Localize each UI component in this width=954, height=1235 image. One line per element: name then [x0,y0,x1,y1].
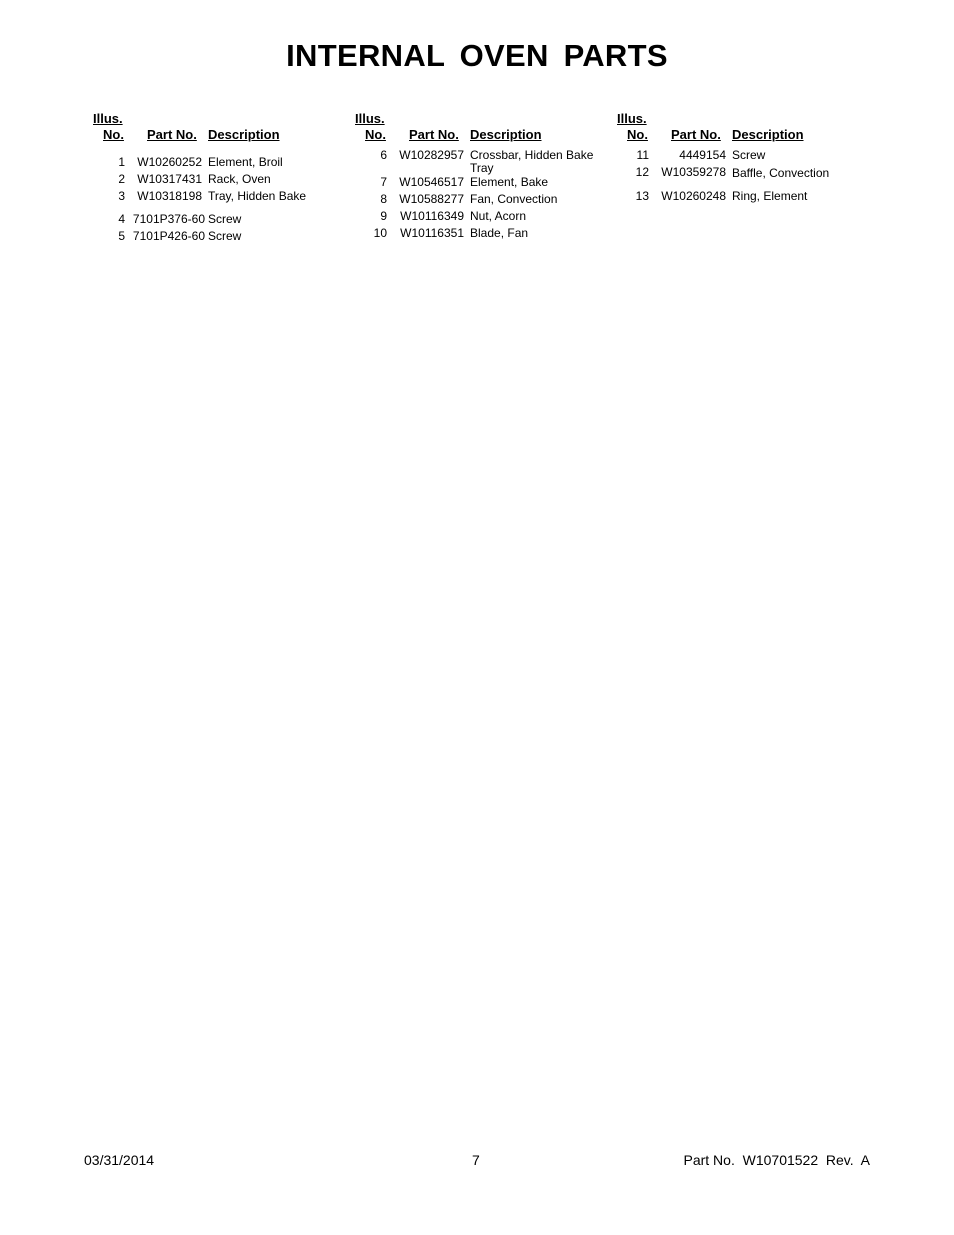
header-description: Description [732,127,804,142]
part-description: Screw [732,148,766,162]
part-description: Screw [208,229,242,243]
illus-number: 7 [380,175,387,189]
part-number: W10359278 [661,165,726,179]
part-number: 7101P376-60 [132,212,205,226]
header-description: Description [208,127,280,142]
illus-number: 10 [373,226,387,240]
header-part-no: Part No. [671,127,721,142]
part-number: W10282957 [399,148,464,162]
part-number: W10588277 [399,192,464,206]
header-part-no: Part No. [147,127,197,142]
header-no: No. [627,127,648,142]
header-illus: Illus. [617,111,647,126]
part-description: Element, Broil [208,155,283,169]
header-no: No. [103,127,124,142]
header-illus: Illus. [93,111,123,126]
part-number: W10116349 [400,209,464,223]
footer-page-number: 7 [472,1152,480,1168]
illus-number: 8 [380,192,387,206]
part-description: Ring, Element [732,189,808,203]
part-description-continued: Tray [470,161,494,175]
header-illus: Illus. [355,111,385,126]
illus-number: 4 [118,212,125,226]
part-description: Nut, Acorn [470,209,527,223]
illus-number: 6 [380,148,387,162]
illus-number: 2 [118,172,125,186]
header-description: Description [470,127,542,142]
page-title: INTERNAL OVEN PARTS [286,38,668,73]
part-description: Screw [208,212,242,226]
illus-number: 12 [635,165,649,179]
part-number: 4449154 [679,148,726,162]
part-description: Rack, Oven [208,172,271,186]
part-number: 7101P426-60 [132,229,205,243]
part-description: Baffle, Convection [732,166,830,180]
part-number: W10317431 [137,172,202,186]
illus-number: 3 [118,189,125,203]
illus-number: 1 [118,155,125,169]
part-description: Tray, Hidden Bake [208,189,307,203]
part-description: Blade, Fan [470,226,529,240]
part-description: Fan, Convection [470,192,558,206]
illus-number: 5 [118,229,125,243]
illus-number: 13 [635,189,649,203]
part-description: Crossbar, Hidden Bake [470,148,594,162]
footer-part-number: Part No. W10701522 Rev. A [683,1152,870,1168]
part-number: W10318198 [137,189,202,203]
part-number: W10260248 [661,189,726,203]
illus-number: 9 [380,209,387,223]
part-number: W10260252 [137,155,202,169]
part-number: W10116351 [400,226,464,240]
header-part-no: Part No. [409,127,459,142]
part-description: Element, Bake [470,175,549,189]
part-number: W10546517 [399,175,464,189]
footer-date: 03/31/2014 [84,1152,155,1168]
header-no: No. [365,127,386,142]
illus-number: 11 [636,148,649,162]
